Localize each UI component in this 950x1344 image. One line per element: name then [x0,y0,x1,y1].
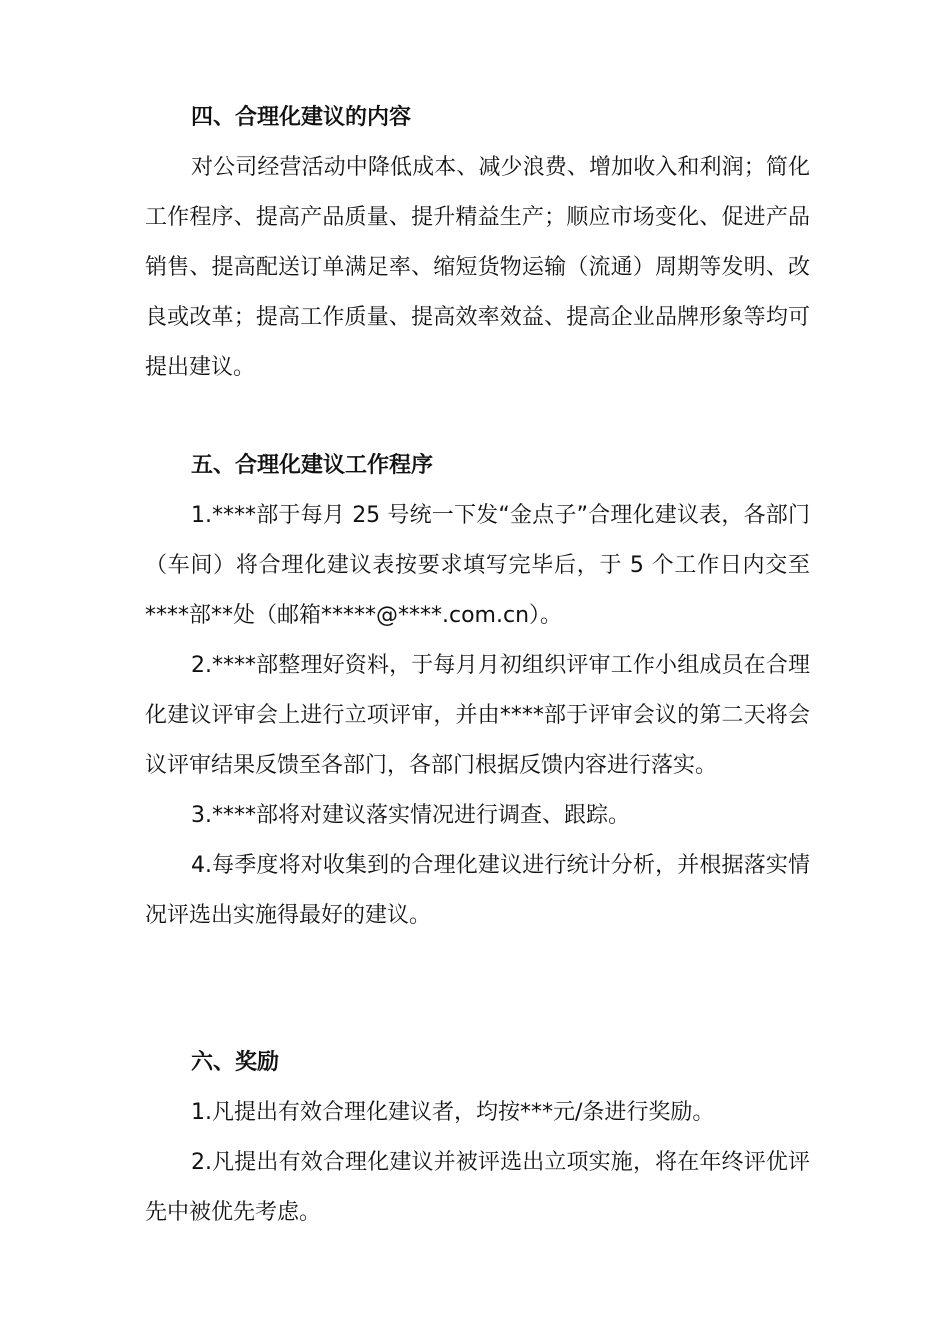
section-content [145,93,810,393]
list-item: 2.凡提出有效合理化建议并被评选出立项实施，将在年终评优评先中被优先考虑。 [145,1150,810,1225]
list-item: 1.凡提出有效合理化建议者，均按***元/条进行奖励。 [191,1100,715,1125]
list-item: 1.****部于每月 25 号统一下发“金点子”合理化建议表，各部门（车间）将合理化建议表按要求填写完毕后，于 5 个工作日内交至****部**处（邮箱*****@****.com.cn）。 [145,503,810,628]
section-procedure [145,441,810,941]
list-item: 3.****部将对建议落实情况进行调查、跟踪。 [191,803,630,828]
section-rewards [145,1038,810,1238]
section-heading: 五、合理化建议工作程序 [191,453,434,478]
section-heading: 六、奖励 [191,1050,280,1075]
section-paragraph: 对公司经营活动中降低成本、减少浪费、增加收入和利润；简化工作程序、提高产品质量、提升精益生产；顺应市场变化、促进产品销售、提高配送订单满足率、缩短货物运输（流通）周期等发明、改良或改革；提高工作质量、提高效率效益、提高企业品牌形象等均可提出建议。 [145,155,810,380]
section-heading: 四、合理化建议的内容 [191,105,412,130]
list-item: 2.****部整理好资料，于每月月初组织评审工作小组成员在合理化建议评审会上进行立项评审，并由****部于评审会议的第二天将会议评审结果反馈至各部门，各部门根据反馈内容进行落实。 [145,653,810,778]
list-item: 4.每季度将对收集到的合理化建议进行统计分析，并根据落实情况评选出实施得最好的建议。 [145,853,810,928]
